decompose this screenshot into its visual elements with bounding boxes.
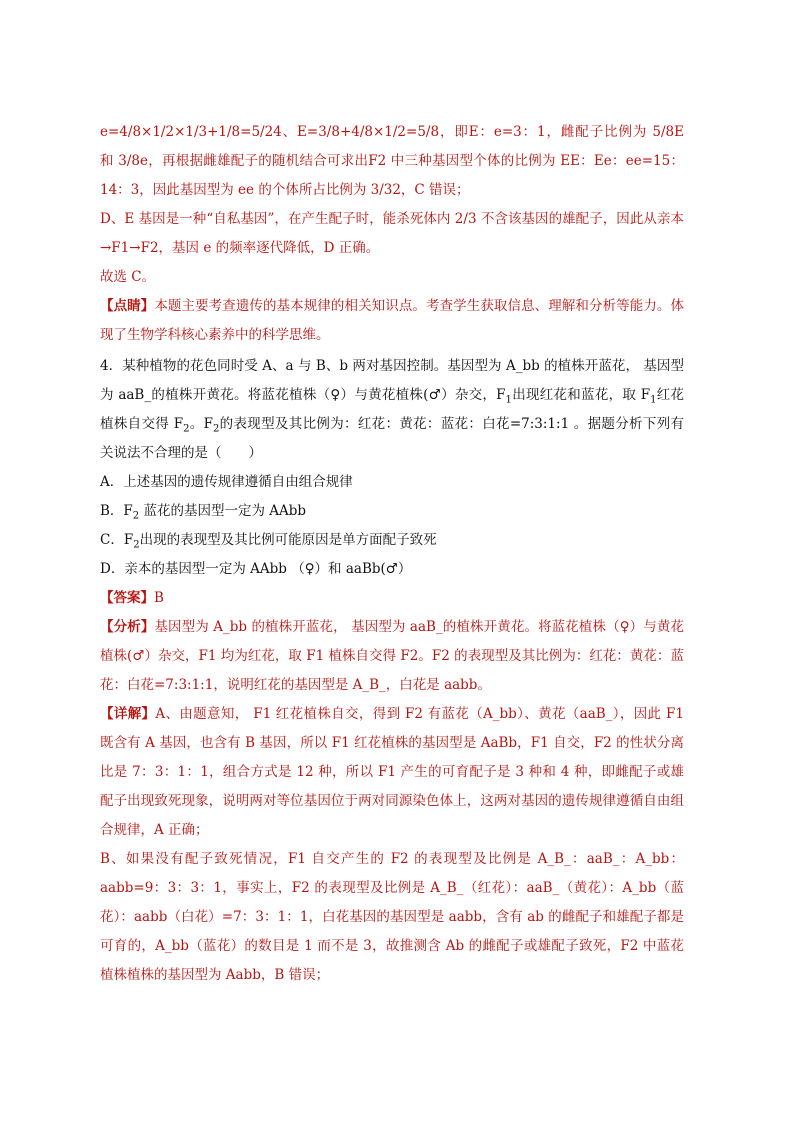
analysis-tag: 【分析】 — [100, 619, 155, 635]
answer-line — [100, 584, 684, 613]
analysis-paragraph — [100, 613, 684, 700]
prev-answer-conclusion: 故选 C。 — [100, 269, 156, 285]
prev-answer-ratio-paragraph: e=4/8×1/2×1/3+1/8=5/24、E=3/8+4/8×1/2=5/8，即E：e=3：1，雌配子比例为 5/8E 和 3/8e，再根据雌雄配子的随机结合可求出F2 中三种基因型个体的比例为 EE：Ee：ee=15：14：3，因此基因型为 ee 的个体所占比例为 3/32，C 错误； — [100, 124, 684, 198]
detail-text-a: A、由题意知， F1 红花植株自交，得到 F2 有蓝花（A_bb）、黄花（aaB_），因此 F1 既含有 A 基因，也含有 B 基因，所以 F1 红花植株的基因型是 AaBb，F1 自交，F2 的性状分离比是 7：3：1：1，组合方式是 12 种，所以 F1 产生的可育配子是 3 种和 4 种，即雌配子或雄配子出现致死现象，说明两对等位基因位于两对同源染色体上，这两对基因的遗传规律遵循自由组合规律，A 正确； — [100, 706, 685, 838]
analysis-text: 基因型为 A_bb 的植株开蓝花， 基因型为 aaB_的植株开黄花。将蓝花植株（♀）与黄花植株(♂）杂交，F1 均为红花，取 F1 植株自交得 F2。F2 的表现型及其比例为：红花：黄花：蓝花：白花=7:3:1:1，说明红花的基因型是 A_B_，白花是 aabb。 — [100, 619, 684, 693]
option-a: A．上述基因的遗传规律遵循自由组合规律 — [100, 474, 353, 490]
detail-paragraph-b: B、如果没有配子致死情况，F1 自交产生的 F2 的表现型及比例是 A_B_：aaB_：A_bb：aabb=9：3：3：1，事实上，F2 的表现型及比例是 A_B_（红花）：aaB_（黄花）：A_bb（蓝花）：aabb（白花）=7：3：1：1，白花基因的基因型是 aabb，含有 ab 的雌配子和雄配子都是可育的，A_bb（蓝花）的数目是 1 而不是 3，故推测含 Ab 的雌配子或雄配子致死，F2 中蓝花植株植株的基因型为 Aabb，B 错误； — [100, 851, 684, 983]
option-c: C．$F_2$出现的表现型及其比例可能原因是单方面配子致死 — [100, 532, 437, 551]
prev-answer-option-d-paragraph: D、E 基因是一种“自私基因”，在产生配子时，能杀死体内 2/3 不含该基因的雄配子，因此从亲本→F1→F2，基因 e 的频率逐代降低，D 正确。 — [100, 211, 684, 256]
comment-tag: 【点睛】 — [100, 298, 155, 314]
detail-tag: 【详解】 — [100, 706, 156, 722]
detail-paragraph-a — [100, 700, 684, 845]
option-b: B．$F_2$ 蓝花的基因型一定为 AAbb — [100, 503, 307, 522]
answer-tag: 【答案】 — [100, 590, 154, 606]
answer-value: B — [154, 590, 164, 606]
document-content — [100, 118, 684, 990]
comment-text: 本题主要考查遗传的基本规律的相关知识点。考查学生获取信息、理解和分析等能力。体现了生物学科核心素养中的科学思维。 — [100, 298, 685, 343]
prev-answer-comment-paragraph — [100, 292, 684, 350]
option-d: D．亲本的基因型一定为 AAbb （♀）和 aaBb(♂） — [100, 561, 412, 577]
question-number: 4． — [100, 358, 123, 374]
question-stem: 4．某种植物的花色同时受 A、a 与 B、b 两对基因控制。基因型为 A_bb 的植株开蓝花， 基因型为 aaB_的植株开黄花。将蓝花植株（♀）与黄花植株(♂）杂交，$F_1$出现红花和蓝花，取 $F_1$红花植株自交得 $F_2$。$F_2$的表现型及其比例为：红花：黄花：蓝花：白花=7:3:1:1 。据题分析下列有关说法不合理的是（ ） — [100, 358, 684, 461]
